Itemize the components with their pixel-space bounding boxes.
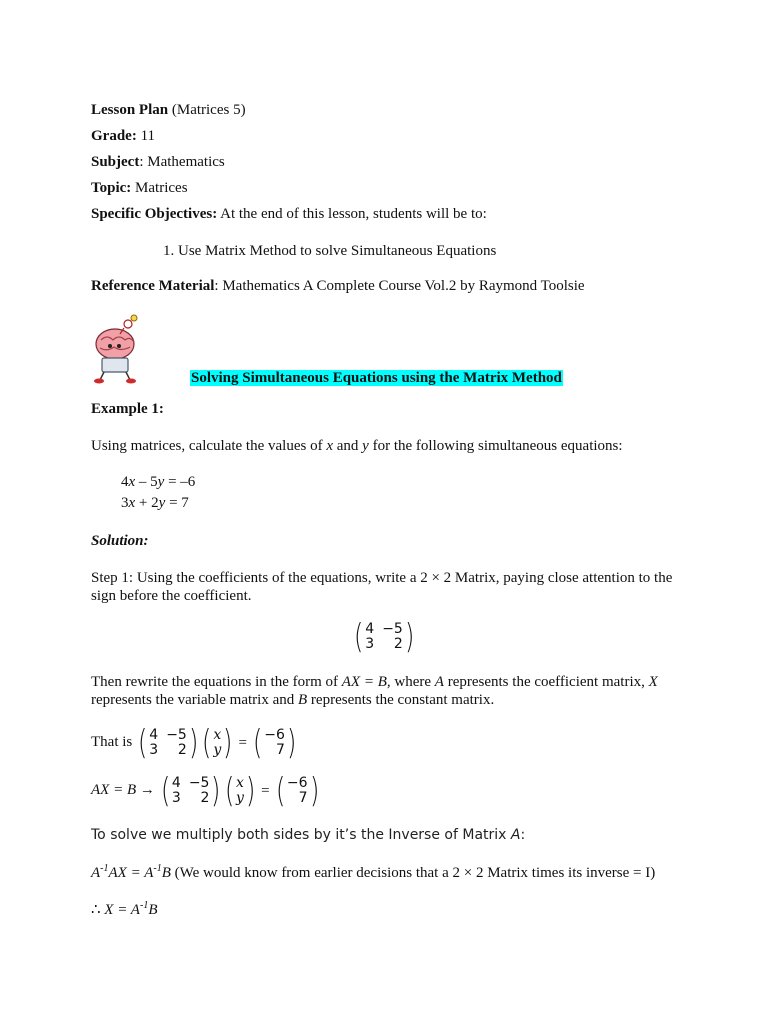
coefficient-matrix (352, 617, 416, 657)
topic-label: Topic: (91, 180, 132, 196)
section-title (190, 369, 563, 387)
matrix-cell: −5 (382, 621, 403, 637)
grade-label: Grade: (91, 128, 137, 144)
grade-value: 11 (136, 128, 156, 144)
axb-equation: AX = B → ( 4 −5 3 2 ) ( x y ) = ( −6 7 ) (91, 770, 319, 811)
matrix-B: ( −6 7 ) (253, 722, 297, 763)
matrix-A: ( 4 −5 3 2 ) (160, 770, 221, 811)
matrix-X: ( x y ) (202, 722, 233, 763)
rewrite-line-2: represents the variable matrix and B represents the constant matrix. (91, 692, 495, 708)
matrix-B: ( −6 7 ) (275, 770, 319, 811)
grade-line (91, 127, 155, 145)
objective-list-item: 1. Use Matrix Method to solve Simultaneous Equations (163, 243, 497, 259)
rewrite-line-1: Then rewrite the equations in the form of AX = B, where A represents the coefficient matrix, X (91, 674, 658, 690)
lesson-plan-label: Lesson Plan (91, 102, 169, 118)
matrix-X: ( x y ) (224, 770, 256, 811)
final-result: ∴ $X = A^{-1}B$ (91, 900, 158, 918)
reference-value: : Mathematics A Complete Course Vol.2 by Raymond Toolsie (214, 278, 585, 294)
example-heading: Example 1: (91, 401, 164, 417)
inverse-instruction: To solve we multiply both sides by it’s the Inverse of Matrix A: (91, 827, 526, 843)
matrix-cell: 4 (365, 621, 375, 637)
step1-line-1: Step 1: Using the coefficients of the equations, write a 2 × 2 Matrix, paying close attention to the (91, 570, 673, 586)
topic-line (91, 179, 188, 197)
subject-value: : Mathematics (139, 154, 225, 170)
brain-mascot-icon (88, 312, 146, 384)
reference-line (91, 277, 585, 295)
matrix-cell: 3 (365, 636, 375, 652)
topic-value: Matrices (131, 180, 188, 196)
subject-label: Subject (91, 154, 140, 170)
matrix-A: ( 4 −5 3 2 ) (353, 617, 415, 657)
subject-line (91, 153, 225, 171)
lesson-plan-value: (Matrices 5) (168, 102, 246, 118)
matrix-cell: 2 (393, 636, 403, 652)
step1-line-2: sign before the coefficient. (91, 588, 252, 604)
solution-heading: Solution: (91, 533, 149, 549)
inverse-equation: $A^{-1}AX = A^{-1}B$ (We would know from earlier decisions that a 2 × 2 Matrix times its inverse = I) (91, 863, 656, 881)
equation-1: 4x – 5y = –6 (121, 474, 196, 490)
example-intro: Using matrices, calculate the values of x and y for the following simultaneous equations: (91, 438, 623, 454)
that-is-equation: That is ( 4 −5 3 2 ) ( x y ) = ( −6 7 ) (91, 722, 297, 763)
matrix-A: ( 4 −5 3 2 ) (137, 722, 199, 763)
objectives-line (91, 205, 487, 223)
equation-2: 3x + 2y = 7 (121, 495, 189, 511)
lesson-plan-line (91, 101, 246, 119)
reference-label: Reference Material (91, 278, 215, 294)
objectives-label: Specific Objectives: (91, 206, 218, 222)
objectives-value: At the end of this lesson, students will be to: (217, 206, 487, 222)
section-title-text: Solving Simultaneous Equations using the Matrix Method (191, 370, 562, 386)
